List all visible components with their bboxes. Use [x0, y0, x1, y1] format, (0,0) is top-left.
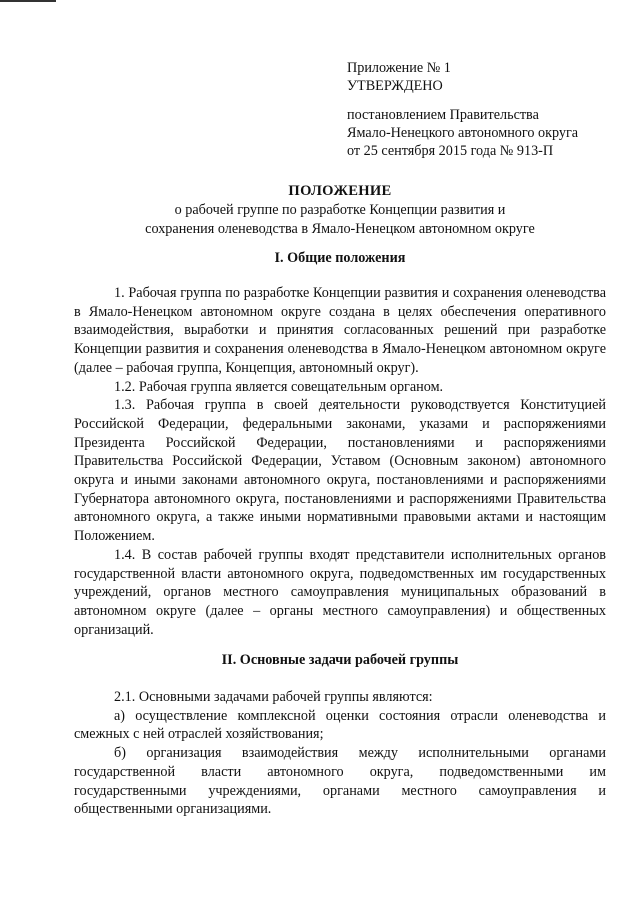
approval-block [347, 59, 632, 160]
title-sub-1: о рабочей группе по разработке Концепции развития и [174, 202, 506, 218]
paragraph-1-1: 1. Рабочая группа по разработке Концепции развития и сохранения оленеводства в Ямало-Ненецком автономном округе создана в целях обеспечения оперативного взаимодействия, выработки и принятия согласованных решений при разработке Концепции развития и сохранения оленеводства в Ямало-Ненецком автономном округе (далее – рабочая группа, Концепция, автономный округ). [74, 285, 606, 376]
approved-label: УТВЕРЖДЕНО [347, 78, 443, 94]
title-sub-2: сохранения оленеводства в Ямало-Ненецком автономном округе [145, 221, 535, 237]
section-2-body [74, 688, 606, 819]
corner-mark [0, 0, 56, 2]
paragraph-1-2: 1.2. Рабочая группа является совещательным органом. [114, 378, 444, 395]
paragraph-1-4: 1.4. В состав рабочей группы входят представители исполнительных органов государственной власти автономного округа, подведомственных им государственных учреждений, органов местного самоуправления муниципальных образований в автономном округе (далее – органы местного самоуправления) и общественных организаций. [74, 546, 606, 638]
region-label: Ямало-Ненецкого автономного округа [347, 125, 579, 141]
section-2-heading: II. Основные задачи рабочей группы [221, 652, 459, 668]
appendix-label: Приложение № 1 [347, 60, 451, 76]
paragraph-1-3: 1.3. Рабочая группа в своей деятельности руководствуется Конституцией Российской Федерации, федеральными законами, указами и распоряжениями Президента Российской Федерации, постановлениями и распоряжениями Правительства Российской Федерации, Уставом (Основным законом) автономного округа и иными законами автономного округа, постановлениями и распоряжениями Губернатора автономного округа, постановлениями и распоряжениями Правительства автономного округа, а также иными нормативными правовыми актами и настоящим Положением. [74, 397, 606, 545]
resolution-label: постановлением Правительства [347, 107, 539, 123]
resolution-date: от 25 сентября 2015 года № 913-П [347, 143, 554, 159]
paragraph-2-1-b: б) организация взаимодействия между исполнительными органами государственной власти автономного округа, подведомственными им государственными учреждениями, органами местного самоуправления и общественными организациями. [74, 745, 606, 818]
approval-gap [347, 95, 632, 106]
section-1-body [74, 284, 606, 639]
section-1-heading: I. Общие положения [274, 250, 406, 266]
paragraph-2-1: 2.1. Основными задачами рабочей группы являются: [114, 689, 433, 705]
document-title [60, 182, 620, 239]
title-main: ПОЛОЖЕНИЕ [288, 183, 392, 199]
paragraph-2-1-a: а) осуществление комплексной оценки состояния отрасли оленеводства и смежных с ней отраслей хозяйствования; [74, 707, 606, 743]
